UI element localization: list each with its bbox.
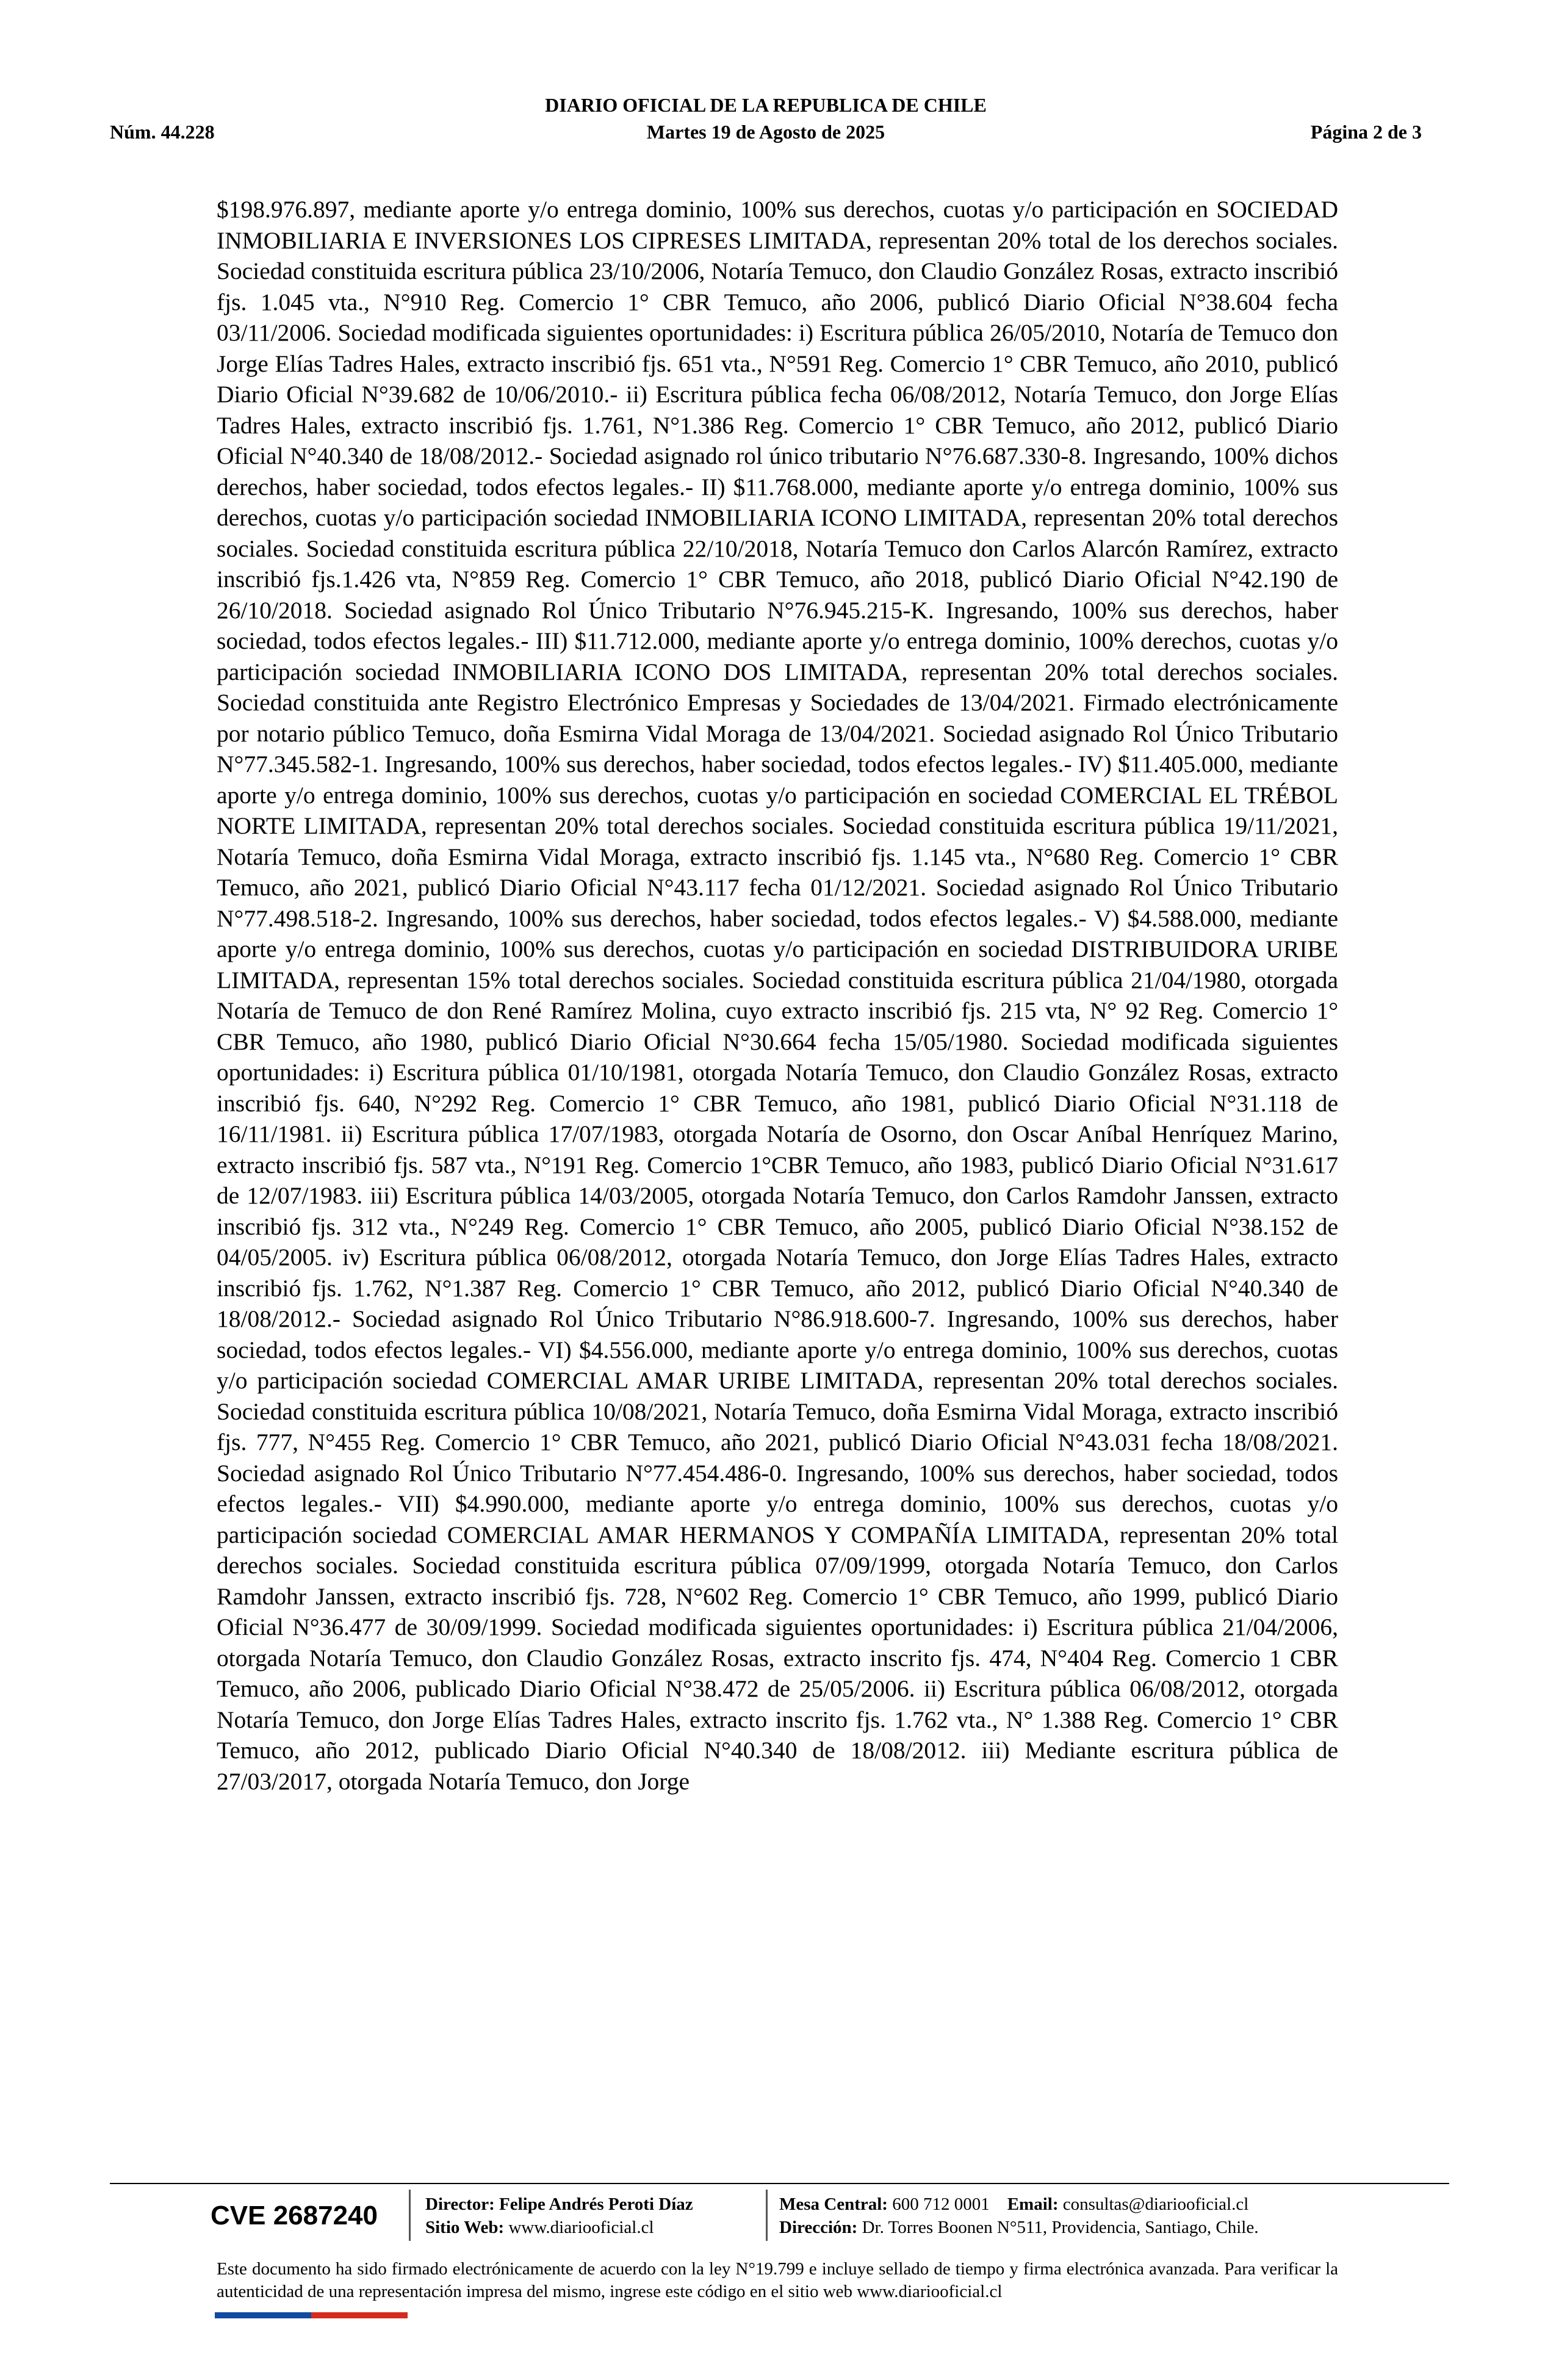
website-label: Sitio Web: (425, 2218, 505, 2237)
director-name: Felipe Andrés Peroti Díaz (499, 2194, 693, 2214)
email-link[interactable]: consultas@diariooficial.cl (1062, 2194, 1249, 2214)
masthead (110, 92, 1422, 145)
website-link[interactable]: www.diariooficial.cl (508, 2218, 654, 2237)
footer-separator (409, 2190, 411, 2241)
page-indicator: Página 2 de 3 (1310, 121, 1422, 143)
page-header (110, 92, 1422, 146)
footer-contact-block (779, 2193, 1258, 2239)
address-label: Dirección: (779, 2218, 858, 2237)
signature-notice: Este documento ha sido firmado electrónicamente de acuerdo con la ley N°19.799 e incluye sellado de tiempo y firma electrónica avanzada. Para verificar la autenticidad de una representación impresa del mismo, ingrese este código en el sitio web www.diariooficial.cl (217, 2259, 1338, 2301)
extract-body-text: $198.976.897, mediante aporte y/o entrega dominio, 100% sus derechos, cuotas y/o participación en SOCIEDAD INMOBILIARIA E INVERSIONES LOS CIPRESES LIMITADA, representan 20% total de los derechos sociales. Sociedad constituida escritura pública 23/10/2006, Notaría Temuco, don Claudio González Rosas, extracto inscribió fjs. 1.045 vta., N°910 Reg. Comercio 1° CBR Temuco, año 2006, publicó Diario Oficial N°38.604 fecha 03/11/2006. Sociedad modificada siguientes oportunidades: i) Escritura pública 26/05/2010, Notaría de Temuco don Jorge Elías Tadres Hales, extracto inscribió fjs. 651 vta., N°591 Reg. Comercio 1° CBR Temuco, año 2010, publicó Diario Oficial N°39.682 de 10/06/2010.- ii) Escritura pública fecha 06/08/2012, Notaría Temuco, don Jorge Elías Tadres Hales, extracto inscribió fjs. 1.761, N°1.386 Reg. Comercio 1° CBR Temuco, año 2012, publicó Diario Oficial N°40.340 de 18/08/2012.- Sociedad asignado rol único tributario N°76.687.330-8. Ingresando, 100% dichos derechos, haber sociedad, todos efectos legales.- II) $11.768.000, mediante aporte y/o entrega dominio, 100% sus derechos, cuotas y/o participación sociedad INMOBILIARIA ICONO LIMITADA, representan 20% total derechos sociales. Sociedad constituida escritura pública 22/10/2018, Notaría Temuco don Carlos Alarcón Ramírez, extracto inscribió fjs.1.426 vta, N°859 Reg. Comercio 1° CBR Temuco, año 2018, publicó Diario Oficial N°42.190 de 26/10/2018. Sociedad asignado Rol Único Tributario N°76.945.215-K. Ingresando, 100% sus derechos, haber sociedad, todos efectos legales.- III) $11.712.000, mediante aporte y/o entrega dominio, 100% derechos, cuotas y/o participación sociedad INMOBILIARIA ICONO DOS LIMITADA, representan 20% total derechos sociales. Sociedad constituida ante Registro Electrónico Empresas y Sociedades de 13/04/2021. Firmado electrónicamente por notario público Temuco, doña Esmirna Vidal Moraga de 13/04/2021. Sociedad asignado Rol Único Tributario N°77.345.582-1. Ingresando, 100% sus derechos, haber sociedad, todos efectos legales.- IV) $11.405.000, mediante aporte y/o entrega dominio, 100% sus derechos, cuotas y/o participación en sociedad COMERCIAL EL TRÉBOL NORTE LIMITADA, representan 20% total derechos sociales. Sociedad constituida escritura pública 19/11/2021, Notaría Temuco, doña Esmirna Vidal Moraga, extracto inscribió fjs. 1.145 vta., N°680 Reg. Comercio 1° CBR Temuco, año 2021, publicó Diario Oficial N°43.117 fecha 01/12/2021. Sociedad asignado Rol Único Tributario N°77.498.518-2. Ingresando, 100% sus derechos, haber sociedad, todos efectos legales.- V) $4.588.000, mediante aporte y/o entrega dominio, 100% sus derechos, cuotas y/o participación en sociedad DISTRIBUIDORA URIBE LIMITADA, representan 15% total derechos sociales. Sociedad constituida escritura pública 21/04/1980, otorgada Notaría de Temuco de don René Ramírez Molina, cuyo extracto inscribió fjs. 215 vta, N° 92 Reg. Comercio 1° CBR Temuco, año 1980, publicó Diario Oficial N°30.664 fecha 15/05/1980. Sociedad modificada siguientes oportunidades: i) Escritura pública 01/10/1981, otorgada Notaría Temuco, don Claudio González Rosas, extracto inscribió fjs. 640, N°292 Reg. Comercio 1° CBR Temuco, año 1981, publicó Diario Oficial N°31.118 de 16/11/1981. ii) Escritura pública 17/07/1983, otorgada Notaría de Osorno, don Oscar Aníbal Henríquez Marino, extracto inscribió fjs. 587 vta., N°191 Reg. Comercio 1°CBR Temuco, año 1983, publicó Diario Oficial N°31.617 de 12/07/1983. iii) Escritura pública 14/03/2005, otorgada Notaría Temuco, don Carlos Ramdohr Janssen, extracto inscribió fjs. 312 vta., N°249 Reg. Comercio 1° CBR Temuco, año 2005, publicó Diario Oficial N°38.152 de 04/05/2005. iv) Escritura pública 06/08/2012, otorgada Notaría Temuco, don Jorge Elías Tadres Hales, extracto inscribió fjs. 1.762, N°1.387 Reg. Comercio 1° CBR Temuco, año 2012, publicó Diario Oficial N°40.340 de 18/08/2012.- Sociedad asignado Rol Único Tributario N°86.918.600-7. Ingresando, 100% sus derechos, haber sociedad, todos efectos legales.- VI) $4.556.000, mediante aporte y/o entrega dominio, 100% sus derechos, cuotas y/o participación sociedad COMERCIAL AMAR URIBE LIMITADA, representan 20% total derechos sociales. Sociedad constituida escritura pública 10/08/2021, Notaría Temuco, doña Esmirna Vidal Moraga, extracto inscribió fjs. 777, N°455 Reg. Comercio 1° CBR Temuco, año 2021, publicó Diario Oficial N°43.031 fecha 18/08/2021. Sociedad asignado Rol Único Tributario N°77.454.486-0. Ingresando, 100% sus derechos, haber sociedad, todos efectos legales.- VII) $4.990.000, mediante aporte y/o entrega dominio, 100% sus derechos, cuotas y/o participación sociedad COMERCIAL AMAR HERMANOS Y COMPAÑÍA LIMITADA, representan 20% total derechos sociales. Sociedad constituida escritura pública 07/09/1999, otorgada Notaría Temuco, don Carlos Ramdohr Janssen, extracto inscribió fjs. 728, N°602 Reg. Comercio 1° CBR Temuco, año 1999, publicó Diario Oficial N°36.477 de 30/09/1999. Sociedad modificada siguientes oportunidades: i) Escritura pública 21/04/2006, otorgada Notaría Temuco, don Claudio González Rosas, extracto inscrito fjs. 474, N°404 Reg. Comercio 1 CBR Temuco, año 2006, publicado Diario Oficial N°38.472 de 25/05/2006. ii) Escritura pública 06/08/2012, otorgada Notaría Temuco, don Jorge Elías Tadres Hales, extracto inscrito fjs. 1.762 vta., N° 1.388 Reg. Comercio 1° CBR Temuco, año 2012, publicado Diario Oficial N°40.340 de 18/08/2012. iii) Mediante escritura pública de 27/03/2017, otorgada Notaría Temuco, don Jorge (217, 196, 1338, 1795)
director-label: Director: (425, 2194, 495, 2214)
footer-separator (766, 2190, 768, 2241)
phone-number: 600 712 0001 (892, 2194, 990, 2214)
issue-date: Martes 19 de Agosto de 2025 (646, 121, 885, 143)
address-value: Dr. Torres Boonen N°511, Providencia, Santiago, Chile. (862, 2218, 1259, 2237)
gazette-title: DIARIO OFICIAL DE LA REPUBLICA DE CHILE (545, 94, 987, 116)
flag-red-segment (311, 2312, 408, 2318)
footer-divider (110, 2183, 1449, 2184)
phone-label: Mesa Central: (779, 2194, 888, 2214)
issue-number: Núm. 44.228 (110, 121, 215, 143)
chile-flag-stripe (215, 2312, 408, 2318)
cve-code: CVE 2687240 (211, 2201, 378, 2230)
email-label: Email: (1007, 2194, 1059, 2214)
footer-director-block (425, 2193, 693, 2239)
flag-blue-segment (215, 2312, 311, 2318)
